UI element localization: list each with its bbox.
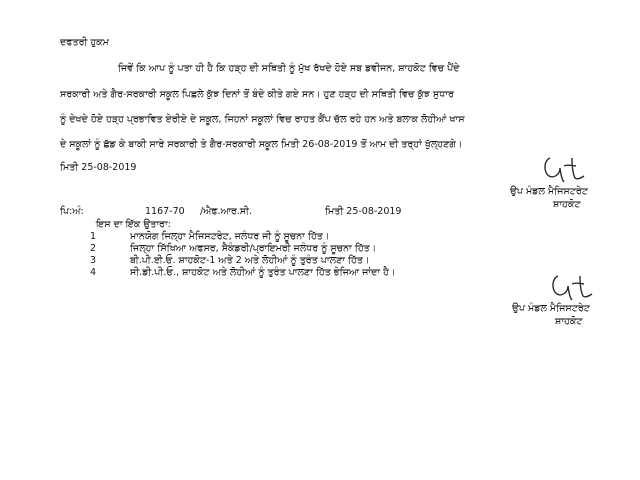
signature-image bbox=[540, 152, 590, 186]
list-item-number: 4 bbox=[90, 267, 97, 278]
list-item-number: 3 bbox=[90, 255, 97, 266]
list-item-text: ਬੀ.ਪੀ.ਈ.ਓ. ਸ਼ਾਹਕੋਟ-1 ਅਤੇ 2 ਅਤੇ ਲੋਹੀਆਂ ਨੂੰ ਤੁਰੰਤ ਪਾਲਣਾ ਹਿੱਤ। bbox=[130, 255, 370, 266]
endorsement-ref-office: /ਐਫ.ਆਰ.ਸੀ. bbox=[200, 206, 253, 217]
endorsement-designation: ਉਪ ਮੰਡਲ ਮੈਜਿਸਟਰੇਟ bbox=[512, 303, 590, 314]
list-item-number: 2 bbox=[90, 243, 97, 254]
order-heading: ਦਫਤਰੀ ਹੁਕਮ bbox=[60, 37, 109, 48]
order-designation: ਉਪ ਮੰਡਲ ਮੈਜਿਸਟਰੇਟ bbox=[510, 186, 588, 197]
signature-image bbox=[548, 270, 598, 304]
list-item bbox=[90, 231, 570, 243]
endorsement-ref-label: ਪਿ:ਅੰ: bbox=[60, 206, 84, 217]
order-body-line-4: ਦੇ ਸਕੂਲਾਂ ਨੂੰ ਛੱਡ ਕੇ ਬਾਕੀ ਸਾਰੇ ਸਰਕਾਰੀ ਤੇ ਗੈਰ-ਸਰਕਾਰੀ ਸਕੂਲ ਮਿਤੀ 26-08-2019 ਤੋਂ ਆਮ ਦੀ ਤਰ੍ਹਾਂ ਖੁੱਲ੍ਹਣਗੇ। bbox=[60, 139, 463, 150]
order-body-line-2: ਸਰਕਾਰੀ ਅਤੇ ਗੈਰ-ਸਰਕਾਰੀ ਸਕੂਲ ਪਿਛਲੇ ਕੁੱਝ ਦਿਨਾਂ ਤੋਂ ਬੰਦੇ ਕੀਤੇ ਗਏ ਸਨ। ਹੁਣ ਹੜ੍ਹ ਦੀ ਸਥਿਤੀ ਵਿਚ ਕੁੱਝ ਸੁਧਾਰ bbox=[60, 89, 454, 100]
list-item-text: ਮਾਨਯੋਗ ਜਿਲ੍ਹਾ ਮੈਜਿਸਟਰੇਟ, ਜਲੰਧਰ ਜੀ ਨੂੰ ਸੂਚਨਾ ਹਿੱਤ। bbox=[130, 231, 330, 242]
list-item-number: 1 bbox=[90, 231, 97, 242]
list-item bbox=[90, 267, 570, 279]
copy-intro: ਇਸ ਦਾ ਇੱਕ ਉਤਾਰਾ: bbox=[96, 219, 171, 230]
endorsement-place: ਸ਼ਾਹਕੋਟ bbox=[555, 316, 583, 327]
list-item-text: ਜਿਲ੍ਹਾ ਸਿੱਖਿਆ ਅਫਸਰ, ਸੈਕੰਡਰੀ/ਪ੍ਰਾਇਮਰੀ ਜਲੰਧਰ ਨੂੰ ਸੂਚਨਾ ਹਿੱਤ। bbox=[130, 243, 377, 254]
order-body-line-3: ਨੂੰ ਦੇਖਦੇ ਹੋਏ ਹੜ੍ਹ ਪ੍ਰਭਾਵਿਤ ਏਰੀਏ ਦੇ ਸਕੂਲ, ਜਿਹਨਾਂ ਸਕੂਲਾਂ ਵਿਚ ਰਾਹਤ ਕੈਂਪ ਚੱਲ ਰਹੇ ਹਨ ਅਤੇ ਬਲਾਕ ਲੋਹੀਆਂ ਖਾਸ bbox=[60, 114, 465, 125]
order-body-line-1: ਜਿਵੇਂ ਕਿ ਆਪ ਨੂੰ ਪਤਾ ਹੀ ਹੈ ਕਿ ਹੜ੍ਹ ਦੀ ਸਥਿਤੀ ਨੂੰ ਮੁੱਖ ਰੱਖਦੇ ਹੋਏ ਸਬ ਡਵੀਜਨ, ਸ਼ਾਹਕੋਟ ਵਿਚ ਪੈਂਦੇ bbox=[118, 63, 460, 74]
endorsement-ref-number: 1167-70 bbox=[145, 206, 185, 217]
order-date: ਮਿਤੀ 25-08-2019 bbox=[60, 162, 137, 173]
list-item bbox=[90, 255, 570, 267]
list-item bbox=[90, 243, 570, 255]
endorsement-date: ਮਿਤੀ 25-08-2019 bbox=[325, 206, 402, 217]
order-place: ਸ਼ਾਹਕੋਟ bbox=[553, 199, 581, 210]
list-item-text: ਸੀ.ਡੀ.ਪੀ.ਓ., ਸ਼ਾਹਕੋਟ ਅਤੇ ਲੋਹੀਆਂ ਨੂੰ ਤੁਰੰਤ ਪਾਲਣਾ ਹਿੱਤ ਭੇਜਿਆ ਜਾਂਦਾ ਹੈ। bbox=[130, 267, 396, 278]
